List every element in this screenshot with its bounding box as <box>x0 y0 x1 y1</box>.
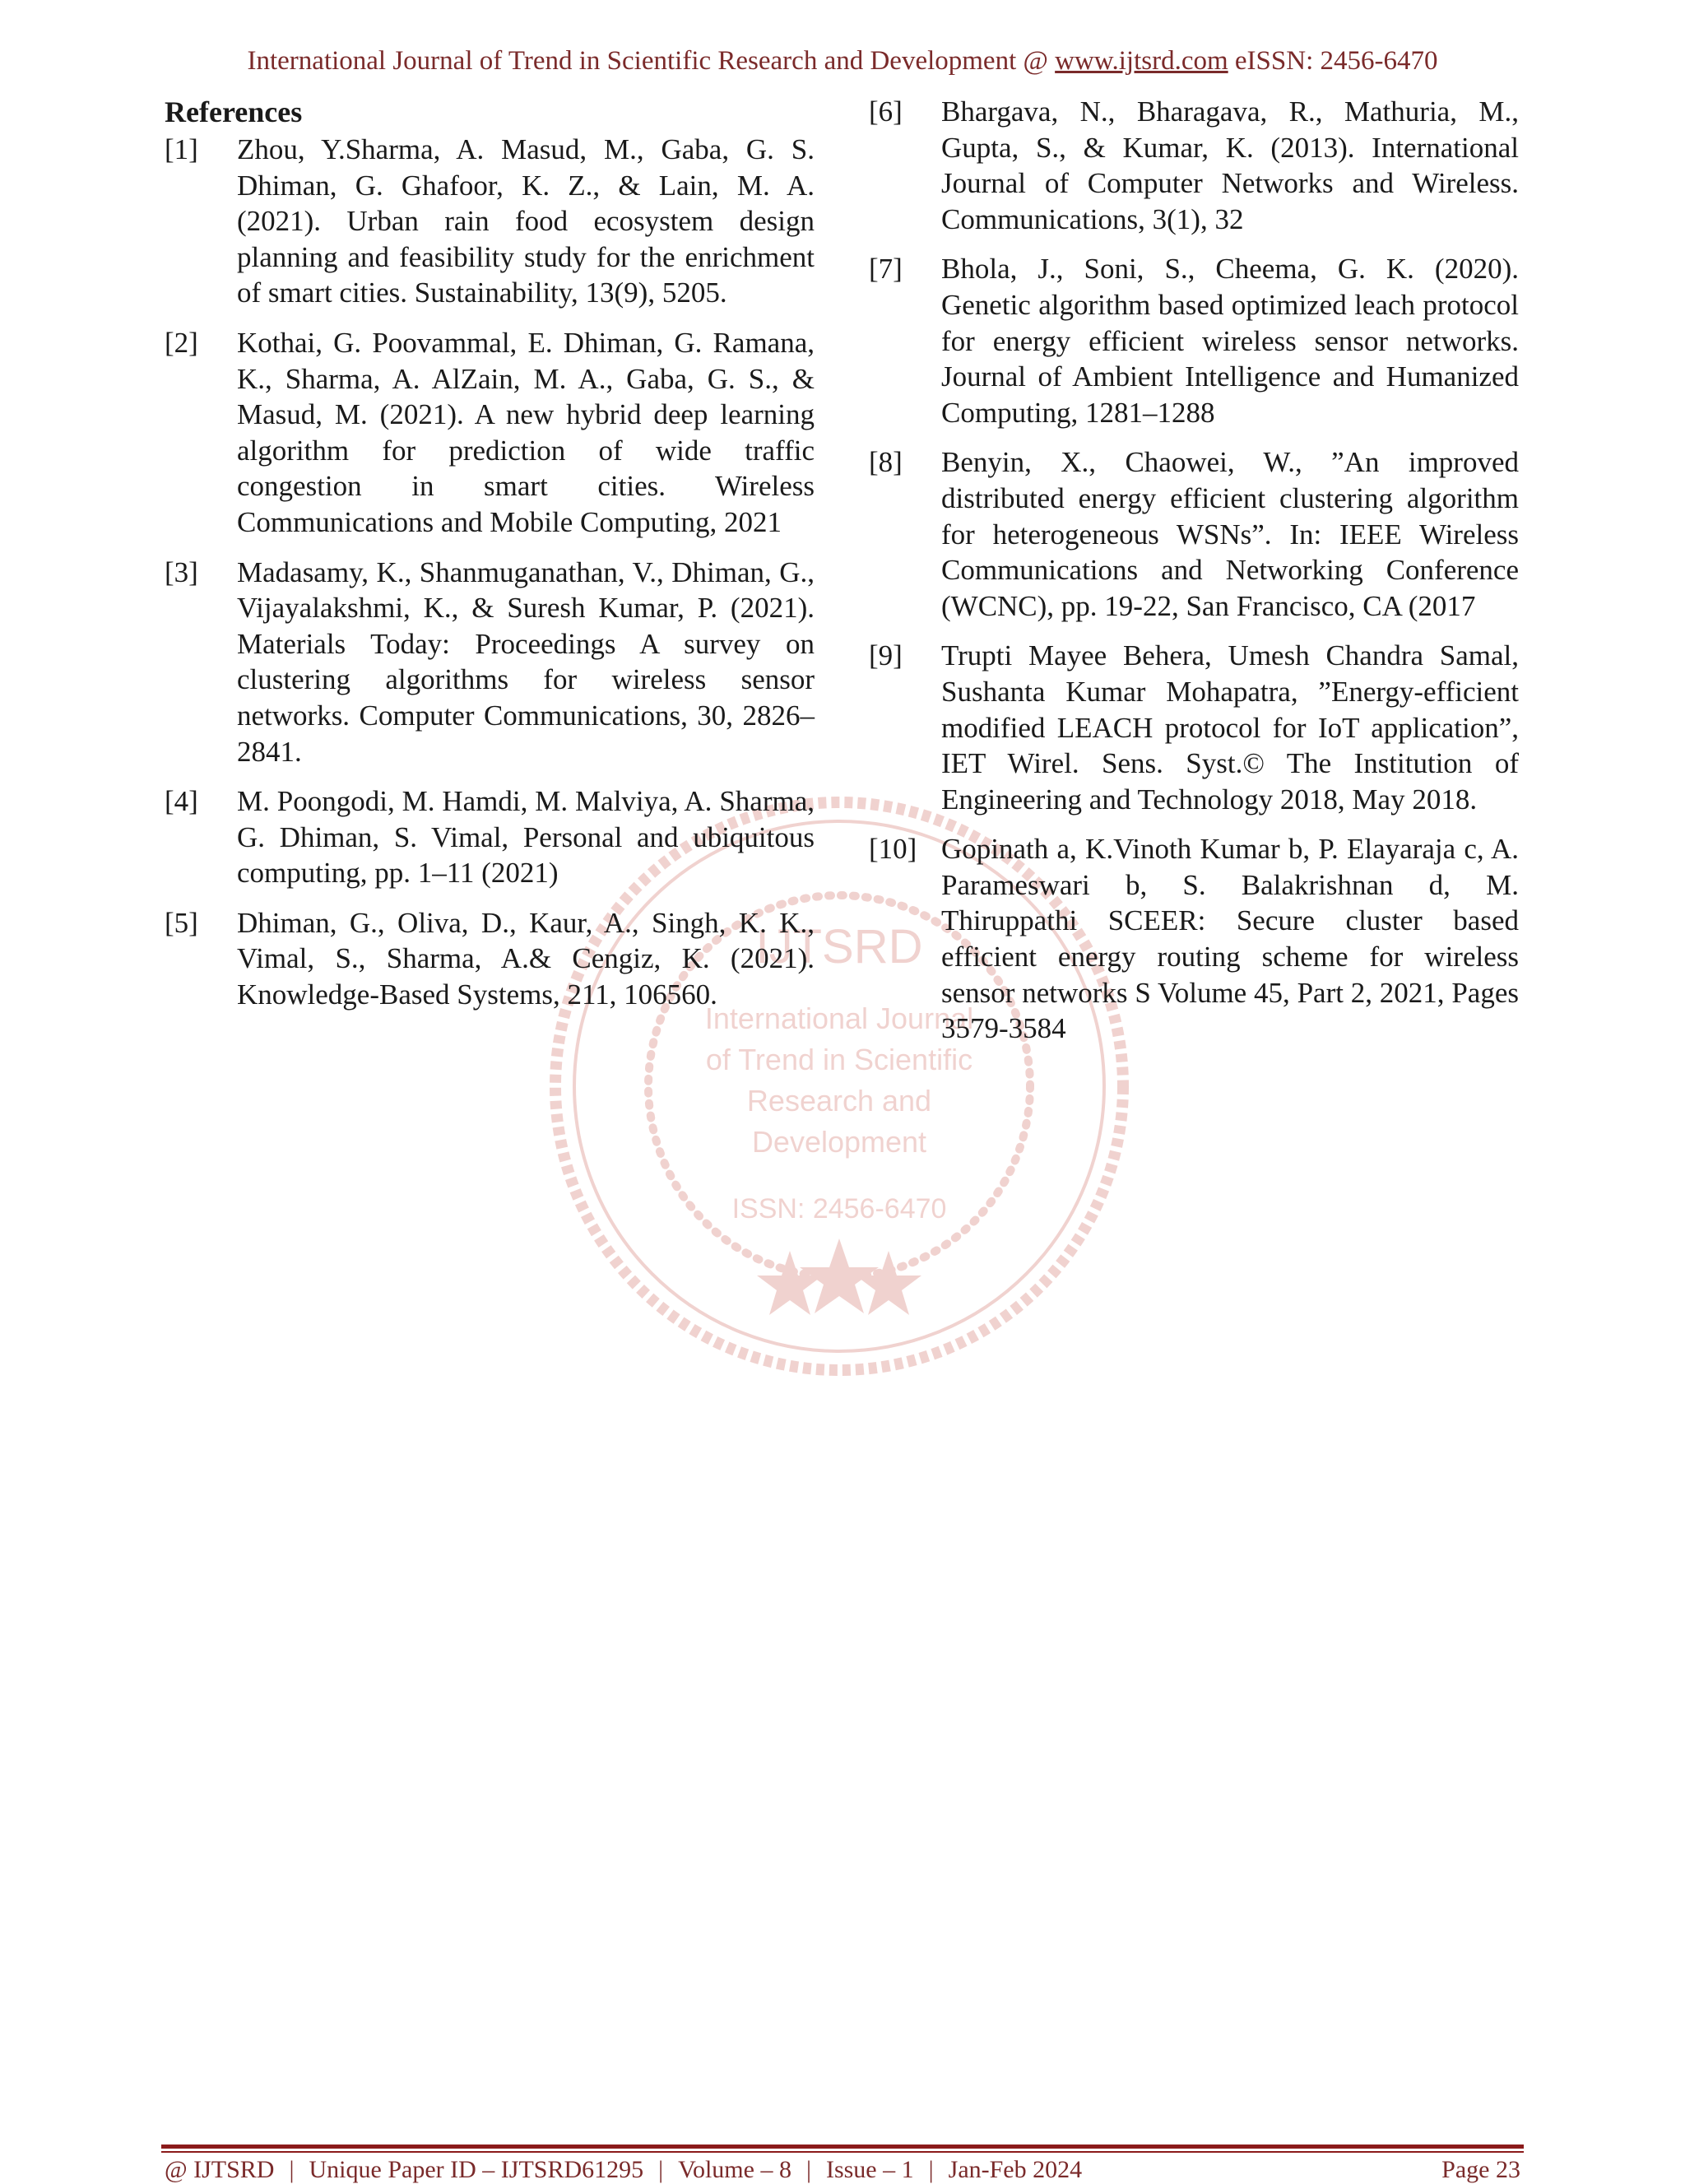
footer-journal: @ IJTSRD <box>165 2156 275 2183</box>
reference-text: Kothai, G. Poovammal, E. Dhiman, G. Ramana, K., Sharma, A. AlZain, M. A., Gaba, G. S., & Masud, M. (2021). A new hybrid deep learning algorithm for prediction of wide traffic congestion in smart cities. Wireless Communications and Mobile Computing, 2021 <box>237 326 815 538</box>
page-number: Page 23 <box>1441 2156 1520 2183</box>
references-left-column <box>165 94 815 1027</box>
svg-text:of Trend in Scientific: of Trend in Scientific <box>705 1043 973 1076</box>
reference-item <box>165 783 815 891</box>
footer-paper-id: Unique Paper ID – IJTSRD61295 <box>309 2156 644 2183</box>
reference-text: Bhargava, N., Bharagava, R., Mathuria, M., Gupta, S., & Kumar, K. (2013). International Journal of Computer Networks and Wireless. Communications, 3(1), 32 <box>941 95 1519 235</box>
reference-text: Benyin, X., Chaowei, W., ”An improved distributed energy efficient clustering algorithm for heterogeneous WSNs”. In: IEEE Wireless Communications and Networking Conference (WCNC), pp. 19-22, San Francisco, CA (2017 <box>941 446 1519 622</box>
reference-number: [2] <box>165 326 198 359</box>
svg-text:Research and: Research and <box>746 1084 932 1118</box>
reference-item <box>869 444 1519 624</box>
reference-text: Gopinath a, K.Vinoth Kumar b, P. Elayaraja c, A. Parameswari b, S. Balakrishnan d, M. Thiruppathi SCEER: Secure cluster based efficient energy routing scheme for wireless sensor networks S Volume 45, Part 2, 2021, Pages 3579-3584 <box>941 833 1519 1045</box>
svg-text:International Journal: International Journal <box>704 1001 974 1035</box>
reference-item <box>869 638 1519 817</box>
reference-number: [7] <box>869 253 903 286</box>
header-journal: International Journal of Trend in Scientific Research and Development @ <box>247 46 1056 76</box>
references-heading: References <box>165 95 303 128</box>
reference-text: Madasamy, K., Shanmuganathan, V., Dhiman, G., Vijayalakshmi, K., & Suresh Kumar, P. (2021). Materials Today: Proceedings A survey on clustering algorithms for wireless sensor networks. Computer Communications, 30, 2826–2841. <box>237 555 815 768</box>
footer-issue: Issue – 1 <box>825 2156 914 2183</box>
reference-text: M. Poongodi, M. Hamdi, M. Malviya, A. Sharma, G. Dhiman, S. Vimal, Personal and ubiquitous computing, pp. 1–11 (2021) <box>237 785 815 890</box>
reference-number: [9] <box>869 639 903 672</box>
reference-item <box>165 132 815 311</box>
reference-number: [6] <box>869 95 903 128</box>
reference-number: [5] <box>165 906 198 939</box>
footer-rule-thin <box>161 2151 1524 2153</box>
journal-url-link[interactable]: www.ijtsrd.com <box>1055 46 1228 76</box>
reference-item <box>869 251 1519 430</box>
reference-number: [1] <box>165 133 198 165</box>
reference-text: Zhou, Y.Sharma, A. Masud, M., Gaba, G. S. Dhiman, G. Ghafoor, K. Z., & Lain, M. A. (2021). Urban rain food ecosystem design planning and feasibility study for the enrichment of smart cities. Sustainability, 13(9), 5205. <box>237 133 815 309</box>
reference-text: Trupti Mayee Behera, Umesh Chandra Samal, Sushanta Kumar Mohapatra, ”Energy-efficient modified LEACH protocol for IoT application”, IET Wirel. Sens. Syst.© The Institution of Engineering and Technology 2018, May 2018. <box>941 639 1519 816</box>
reference-number: [4] <box>165 785 198 818</box>
reference-item <box>165 555 815 770</box>
reference-text: Dhiman, G., Oliva, D., Kaur, A., Singh, K. K., Vimal, S., Sharma, A.& Cengiz, K. (2021). Knowledge-Based Systems, 211, 106560. <box>237 906 815 1011</box>
svg-text:Development: Development <box>751 1125 927 1159</box>
footer-date: Jan-Feb 2024 <box>948 2156 1083 2183</box>
reference-item <box>869 831 1519 1047</box>
footer-rule <box>161 2145 1524 2149</box>
reference-number: [3] <box>165 555 198 588</box>
footer-volume: Volume – 8 <box>678 2156 791 2183</box>
references-right-column <box>869 94 1519 1061</box>
svg-text:IJTSRD: IJTSRD <box>755 920 923 974</box>
reference-number: [8] <box>869 446 903 479</box>
footer-info: @ IJTSRD | Unique Paper ID – IJTSRD61295 | Volume – 8 | Issue – 1 | Jan-Feb 2024 <box>165 2156 1083 2183</box>
reference-number: [10] <box>869 833 917 866</box>
svg-text:ISSN: 2456-6470: ISSN: 2456-6470 <box>731 1193 947 1224</box>
reference-text: Bhola, J., Soni, S., Cheema, G. K. (2020). Genetic algorithm based optimized leach protocol for energy efficient wireless sensor networks. Journal of Ambient Intelligence and Humanized Computing, 1281–1288 <box>941 253 1519 429</box>
header-issn: eISSN: 2456-6470 <box>1228 46 1438 76</box>
reference-item <box>165 905 815 1013</box>
reference-item <box>869 94 1519 237</box>
reference-item <box>165 325 815 541</box>
running-header <box>0 46 1685 77</box>
page-footer <box>165 2156 1520 2184</box>
